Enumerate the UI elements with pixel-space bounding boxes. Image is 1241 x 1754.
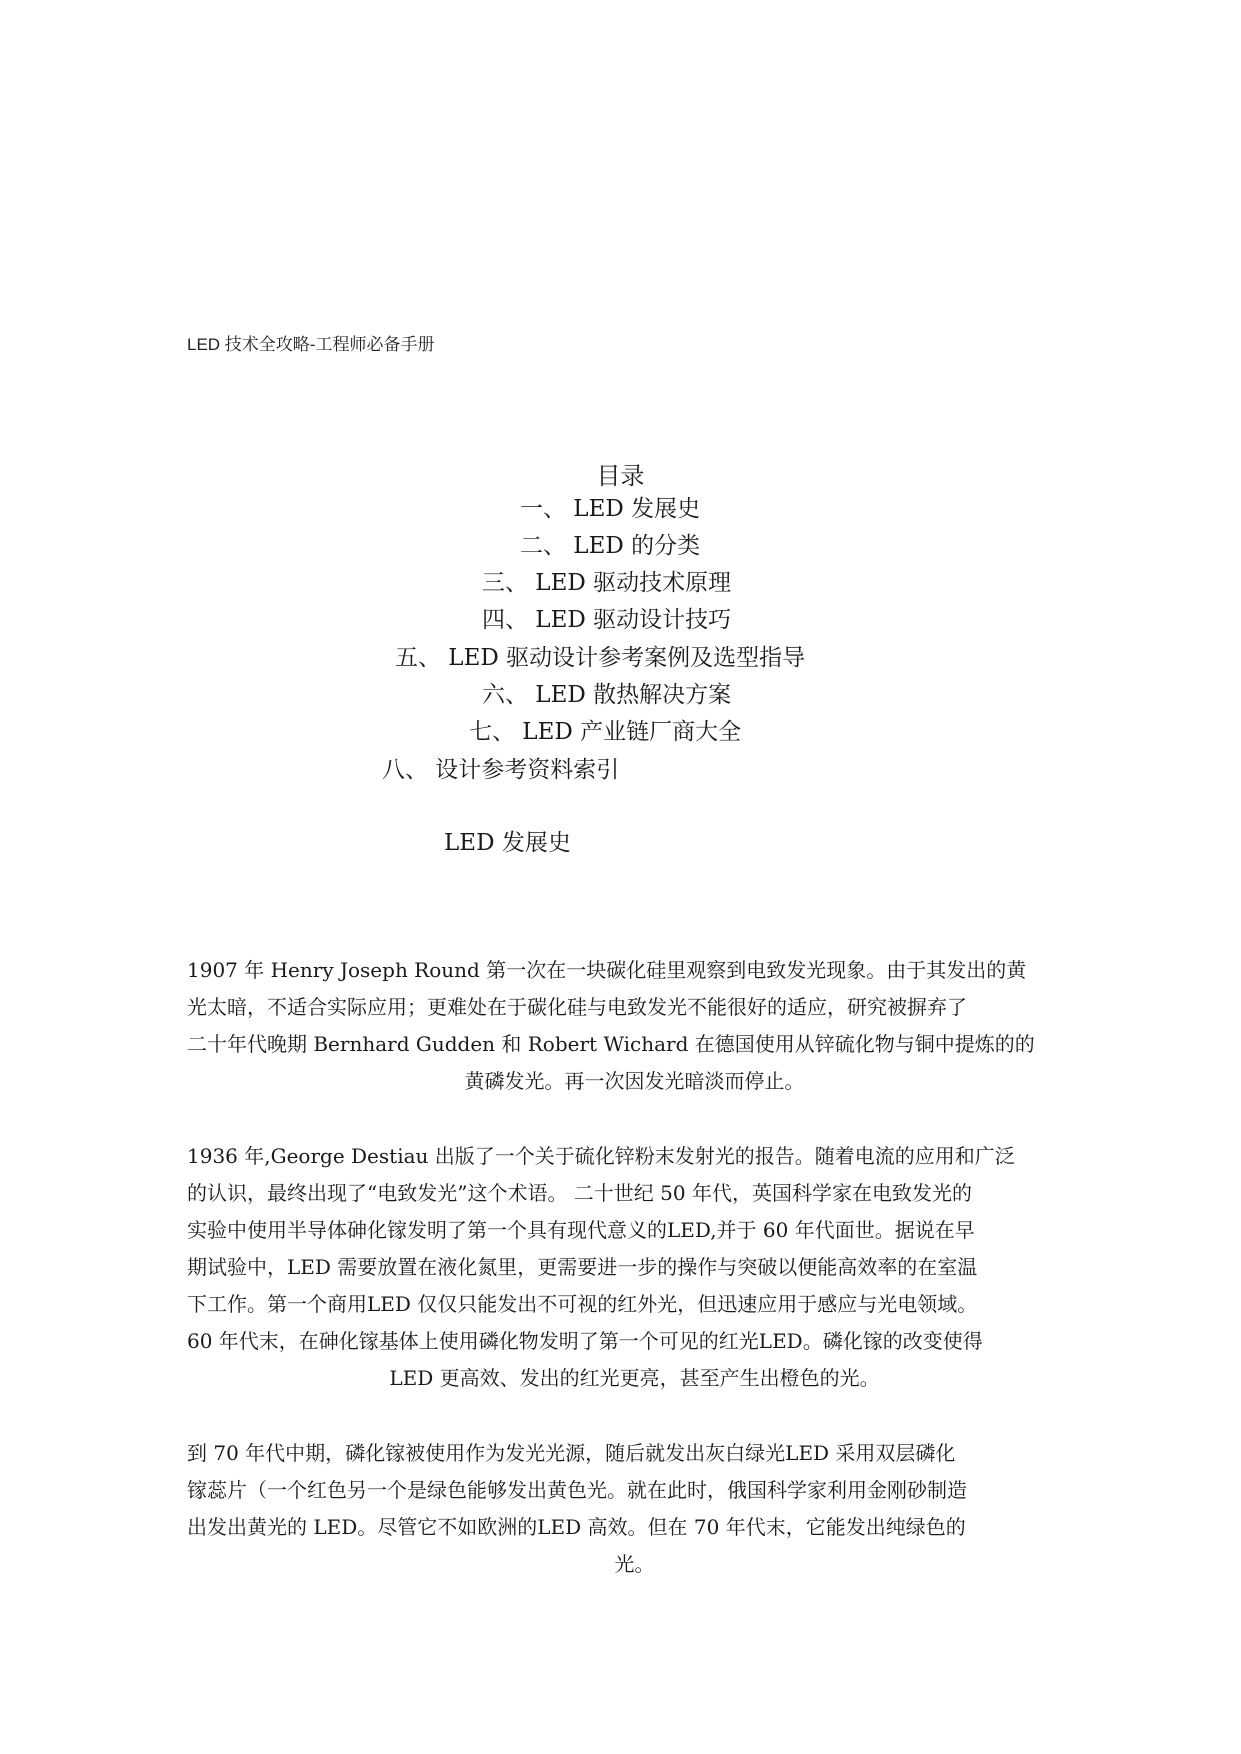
paragraph-line: 黄磷发光。再一次因发光暗淡而停止。 (464, 1069, 805, 1093)
paragraph-line: 光太暗，不适合实际应用；更难处在于碳化硅与电致发光不能很好的适应，研究被摒弃了 (187, 995, 967, 1019)
paragraph-line: 60 年代末，在砷化镓基体上使用磷化物发明了第一个可见的红光LED。磷化镓的改变使得 (187, 1329, 983, 1353)
toc-item-3: 三、 LED 驱动技术原理 (482, 570, 732, 596)
paragraph-line: 下工作。第一个商用LED 仅仅只能发出不可视的红外光，但迅速应用于感应与光电领域。 (187, 1292, 978, 1316)
paragraph-line: 镓蕊片（一个红色另一个是绿色能够发出黄色光。就在此时，俄国科学家利用金刚砂制造 (187, 1478, 967, 1502)
toc-item-4: 四、 LED 驱动设计技巧 (482, 607, 732, 633)
paragraph-line: 二十年代晚期 Bernhard Gudden 和 Robert Wichard 在德国使用从锌硫化物与铜中提炼的的 (187, 1032, 1035, 1056)
toc-item-1: 一、 LED 发展史 (520, 496, 701, 522)
toc-item-6: 六、 LED 散热解决方案 (482, 682, 732, 708)
paragraph-1 (187, 952, 1082, 1100)
paragraph-line: 期试验中，LED 需要放置在液化氮里，更需要进一步的操作与突破以便能高效率的在室温 (187, 1255, 978, 1279)
paragraph-line: 出发出黄光的 LED。尽管它不如欧洲的LED 高效。但在 70 年代末，它能发出纯绿色的 (187, 1515, 966, 1539)
paragraph-3 (187, 1435, 1082, 1583)
paragraph-line: LED 更高效、发出的红光更亮，甚至产生出橙色的光。 (389, 1366, 880, 1390)
document-header: LED 技术全攻略-工程师必备手册 (187, 335, 435, 354)
toc-item-5: 五、 LED 驱动设计参考案例及选型指导 (395, 645, 806, 671)
paragraph-line: 光。 (614, 1552, 655, 1576)
toc-item-8: 八、 设计参考资料索引 (382, 757, 620, 783)
paragraph-line: 1936 年,George Destiau 出版了一个关于硫化锌粉末发射光的报告。随着电流的应用和广泛 (187, 1144, 1015, 1168)
paragraph-line: 的认识，最终出现了“电致发光”这个术语。 二十世纪 50 年代，英国科学家在电致发光的 (187, 1181, 972, 1205)
section-title: LED 发展史 (444, 830, 571, 856)
paragraph-2 (187, 1138, 1082, 1397)
toc-title: 目录 (596, 462, 645, 490)
toc-item-2: 二、 LED 的分类 (520, 533, 701, 559)
paragraph-line: 1907 年 Henry Joseph Round 第一次在一块碳化硅里观察到电致发光现象。由于其发出的黄 (187, 958, 1027, 982)
paragraph-line: 到 70 年代中期，磷化镓被使用作为发光光源，随后就发出灰白绿光LED 采用双层磷化 (187, 1441, 956, 1465)
paragraph-line: 实验中使用半导体砷化镓发明了第一个具有现代意义的LED,并于 60 年代面世。据说在早 (187, 1218, 975, 1242)
toc-item-7: 七、 LED 产业链厂商大全 (469, 719, 742, 745)
